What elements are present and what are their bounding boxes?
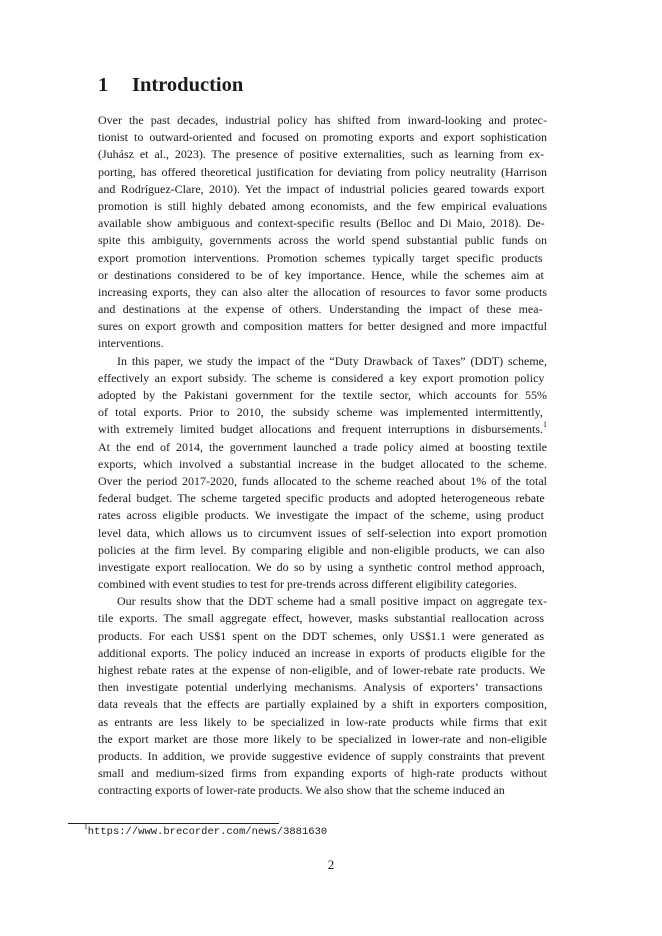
text-line-content: Over the past decades, industrial policy has shifted from inward-looking and protec- [98,113,547,127]
text-line [98,215,547,232]
text-line-content: promotion is still highly debated among economists, and the few empirical evaluations [98,198,547,213]
text-line [98,250,547,267]
text-line [98,404,547,421]
text-line [98,318,547,335]
text-line-content: porting, has offered theoretical justification for deviating from policy neutrality (Harrison [98,164,547,179]
text-line-content: rates across eligible products. We investigate the impact of the scheme, using product [98,508,544,523]
text-line [98,456,547,473]
text-line-content: effectively an export subsidy. The scheme is considered a key export promotion policy [98,370,545,385]
text-line [98,181,547,198]
text-line [98,335,547,352]
text-line-content: as entrants are less likely to be specialized in low-rate products while firms that exit [98,714,547,729]
text-line-content: level data, which allows us to circumvent issues of self-selection into export promotion [98,525,547,540]
text-line [98,507,547,524]
text-line-content: highest rebate rates at the expense of non-eligible, and of lower-rebate rate products. We [98,663,546,677]
text-line-content: the export market are those more likely to be specialized in lower-rate and non-eligible [98,731,547,746]
text-line-content: (Juhász et al., 2023). The presence of positive externalities, such as learning from ex- [98,147,545,162]
footnote-marker: 1 [84,822,88,831]
footnote [84,822,328,838]
paragraph [98,112,547,353]
footnote-link[interactable]: https://www.brecorder.com/news/3881630 [87,826,328,838]
text-line-content: tile exports. The small aggregate effect, however, masks substantial reallocation across [98,611,545,626]
text-line [98,284,547,301]
text-line [98,593,547,610]
text-line-content: At the end of 2014, the government launched a trade policy aimed at boosting textile [98,439,547,454]
text-line [98,198,547,215]
text-line [98,164,547,181]
text-line-content: federal budget. The scheme targeted specific products and adopted heterogeneous rebate [98,491,545,506]
text-line-content: export promotion interventions. Promotion schemes typically target specific products [98,250,543,265]
text-line-content: spite this ambiguity, governments across the world spend substantial public funds on [98,233,547,248]
text-line [98,473,547,490]
footnote-rule [68,823,279,824]
text-line [98,765,547,782]
text-line [98,232,547,249]
text-line [98,301,547,318]
text-line [98,542,547,559]
text-line-content: Our results show that the DDT scheme had a small positive impact on aggregate tex- [117,594,547,609]
body-text [98,112,547,800]
text-line [98,439,547,456]
text-line-content: sures on export growth and composition matters for better designed and more impactful [98,319,547,334]
text-line-content: increasing exports, they can also alter the allocation of resources to favor some products [98,284,547,299]
text-line-content: then investigate potential underlying mechanisms. Analysis of exporters’ transactions [98,680,543,695]
text-line [98,748,547,765]
text-line [98,662,547,679]
text-line [98,645,547,662]
text-line [98,353,547,370]
text-line-content: Over the period 2017-2020, funds allocated to the scheme reached about 1% of the total [98,473,547,488]
text-line [98,370,547,387]
text-line-content: investigate export reallocation. We do so by using a synthetic control method approach, [98,559,545,574]
text-line-content: small and medium-sized firms from expanding exports of high-rate products without [98,766,547,781]
text-line-content: and Rodríguez-Clare, 2010). Yet the impact of industrial policies geared towards export [98,181,545,196]
text-line-content: tionist to outward-oriented and focused on promoting exports and export sophistication [98,130,547,145]
text-line [98,679,547,696]
footnote-reference[interactable]: 1 [543,421,547,430]
section-number: 1 [98,74,109,96]
text-line-content: with extremely limited budget allocations and frequent interruptions in disbursements. [98,422,543,437]
section-heading [98,74,243,97]
section-title: Introduction [132,74,244,96]
paragraph [98,353,547,594]
text-line [98,112,547,129]
text-line [98,421,547,438]
text-line-content: of total exports. Prior to 2010, the subsidy scheme was implemented intermittently, [98,405,543,420]
text-line-content: In this paper, we study the impact of the “Duty Drawback of Taxes” (DDT) scheme, [117,353,547,368]
text-line [98,387,547,404]
text-line [98,696,547,713]
text-line-content: data reveals that the effects are partially explained by a shift in exporters composition, [98,697,547,712]
text-line-content: contracting exports of lower-rate products. We also show that the scheme induced an [98,783,505,798]
text-line-content: products. For each US$1 spent on the DDT schemes, only US$1.1 were generated as [98,628,544,643]
text-line [98,610,547,627]
text-line-content: additional exports. The policy induced an increase in exports of products eligible for the [98,645,546,660]
text-line [98,525,547,542]
text-line [98,576,547,593]
text-line [98,146,547,163]
text-line [98,628,547,645]
text-line-content: policies at the firm level. By comparing eligible and non-eligible products, we can also [98,542,545,557]
text-line-content: adopted by the Pakistani government for the textile sector, which accounts for 55% [98,388,547,402]
text-line [98,559,547,576]
text-line-content: products. In addition, we provide suggestive evidence of supply constraints that prevent [98,748,545,763]
text-line [98,782,547,799]
text-line-content: exports, which involved a substantial increase in the budget allocated to the scheme. [98,456,547,471]
text-line [98,267,547,284]
text-line [98,490,547,507]
text-line-content: combined with event studies to test for pre-trends across different eligibility categories. [98,577,517,592]
text-line [98,129,547,146]
text-line-content: available show ambiguous and context-specific results (Belloc and Di Maio, 2018). De- [98,216,545,231]
page-number: 2 [327,857,335,872]
text-line-content: interventions. [98,336,164,351]
text-line-content: and destinations at the expense of others. Understanding the impact of these mea- [98,302,543,317]
text-line-content: or destinations considered to be of key importance. Hence, while the schemes aim at [98,267,544,282]
paragraph [98,593,547,799]
text-line [98,731,547,748]
text-line [98,714,547,731]
